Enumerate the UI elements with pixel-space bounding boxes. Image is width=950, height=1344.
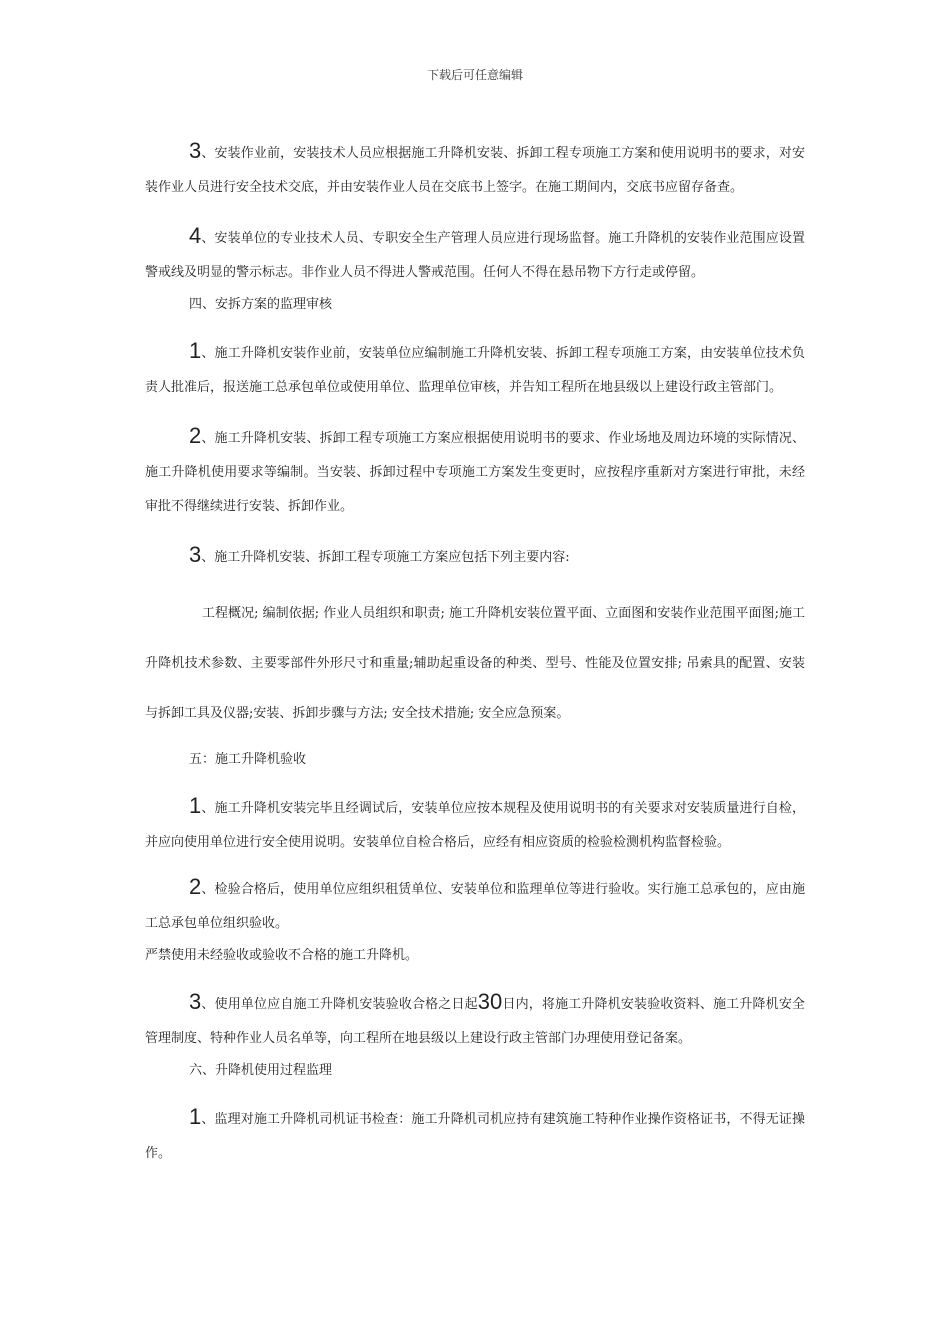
prohibition-line: 严禁使用未经验收或验收不合格的施工升降机。 bbox=[145, 948, 419, 963]
item-number: 1 bbox=[189, 1104, 202, 1129]
paragraph-text: 、施工升降机安装完毕且经调试后，安装单位应按本规程及使用说明书的有关要求对安装质量进行自检，并应向使用单位进行安全使用说明。安装单位自检合格后，应经有相应资质的检验检测机构监督检验。 bbox=[145, 801, 805, 850]
paragraph-text: 、施工升降机安装、拆卸工程专项施工方案应根据使用说明书的要求、作业场地及周边环境的实际情况、施工升降机使用要求等编制。当安装、拆卸过程中专项施工方案发生变更时，应按程序重新对方案进行审批，未经审批不得继续进行安装、拆卸作业。 bbox=[145, 431, 805, 514]
paragraph-install-briefing bbox=[145, 134, 805, 205]
paragraph-text: 、检验合格后，使用单位应组织租赁单位、安装单位和监理单位等进行验收。实行施工总承包的，应由施工总承包单位组织验收。 bbox=[145, 882, 805, 931]
paragraph-acceptance bbox=[145, 870, 805, 941]
paragraph-text: 、监理对施工升降机司机证书检查：施工升降机司机应持有建筑施工特种作业操作资格证书，不得无证操作。 bbox=[145, 1112, 805, 1161]
paragraph-text: 、施工升降机安装作业前，安装单位应编制施工升降机安装、拆卸工程专项施工方案，由安装单位技术负责人批准后，报送施工总承包单位或使用单位、监理单位审核，并告知工程所在地县级以上建设行政主管部门。 bbox=[145, 346, 805, 395]
paragraph-text: 、使用单位应自施工升降机安装验收合格之日起 bbox=[201, 997, 478, 1012]
paragraph-text: 日内，将施工升降机安装验收资料、施工升降机安全管理制度、特种作业人员名单等，向工程所在地县级以上建设行政主管部门办理使用登记备案。 bbox=[145, 997, 805, 1046]
paragraph-text: 、施工升降机安装、拆卸工程专项施工方案应包括下列主要内容: bbox=[201, 550, 570, 565]
item-number: 3 bbox=[189, 989, 202, 1014]
paragraph-plan-preparation bbox=[145, 334, 805, 405]
paragraph-self-inspection bbox=[145, 789, 805, 860]
item-number: 2 bbox=[189, 874, 202, 899]
item-number: 3 bbox=[189, 542, 202, 567]
item-number: 4 bbox=[189, 223, 202, 248]
section-heading-6: 六、升降机使用过程监理 bbox=[189, 1063, 333, 1078]
paragraph-text: 、安装作业前，安装技术人员应根据施工升降机安装、拆卸工程专项施工方案和使用说明书的要求，对安装作业人员进行安全技术交底，并由安装作业人员在交底书上签字。在施工期间内，交底书应留存备查。 bbox=[145, 146, 805, 195]
paragraph-plan-contents bbox=[145, 538, 805, 575]
paragraph-site-supervision bbox=[145, 219, 805, 290]
section-heading-5: 五：施工升降机验收 bbox=[189, 752, 307, 767]
paragraph-plan-basis bbox=[145, 419, 805, 524]
item-number: 1 bbox=[189, 793, 202, 818]
item-number: 1 bbox=[189, 338, 202, 363]
days-number: 30 bbox=[477, 989, 503, 1014]
item-number: 2 bbox=[189, 423, 202, 448]
item-number: 3 bbox=[189, 138, 202, 163]
plan-contents-list: 工程概况; 编制依据; 作业人员组织和职责; 施工升降机安装位置平面、立面图和安装作业范围平面图;施工升降机技术参数、主要零部件外形尺寸和重量;辅助起重设备的种类、型号、性能及位置安排; 吊索具的配置、安装与拆卸工具及仪器;安装、拆卸步骤与方法; 安全技术措施; 安全应急预案。 bbox=[145, 606, 805, 721]
paragraph-operator-certificate bbox=[145, 1100, 805, 1171]
page-header: 下载后可任意编辑 bbox=[426, 68, 523, 82]
section-heading-4: 四、安拆方案的监理审核 bbox=[189, 297, 333, 312]
document-body bbox=[145, 134, 805, 1171]
paragraph-registration bbox=[145, 985, 805, 1056]
paragraph-text: 、安装单位的专业技术人员、专职安全生产管理人员应进行现场监督。施工升降机的安装作业范围应设置警戒线及明显的警示标志。非作业人员不得进人警戒范围。任何人不得在悬吊物下方行走或停留。 bbox=[145, 231, 805, 280]
